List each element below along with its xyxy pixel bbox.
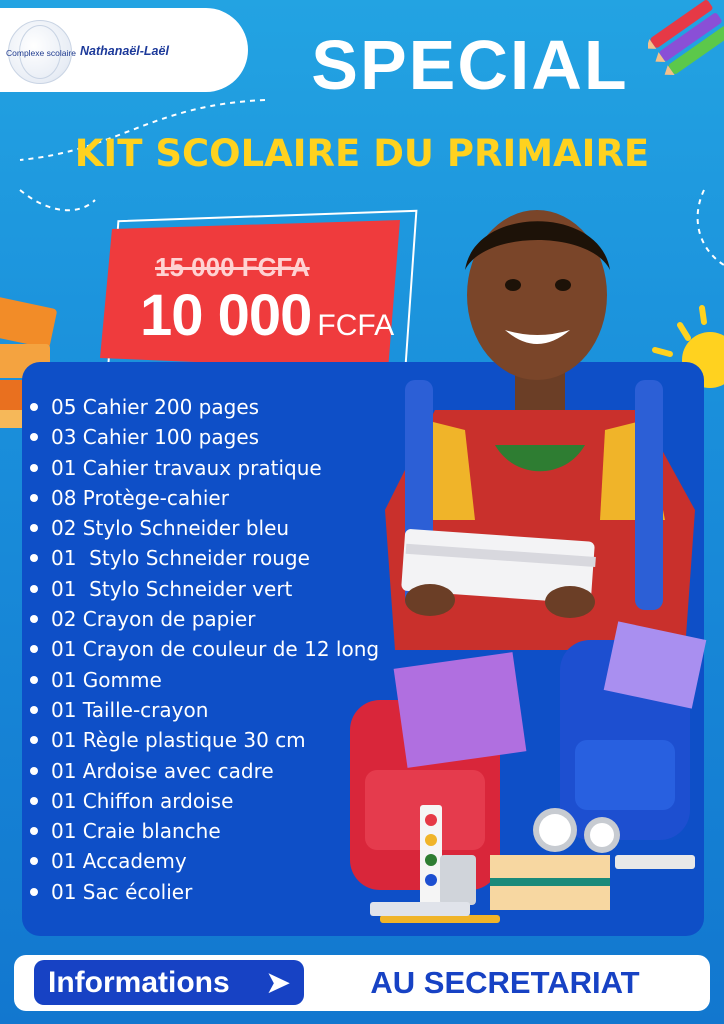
list-item: 02 Stylo Schneider bleu — [30, 513, 379, 543]
list-item: 01 Taille-crayon — [30, 695, 379, 725]
logo-subtitle: Complexe scolaire — [6, 48, 76, 58]
secretariat-location: AU SECRETARIAT — [370, 965, 640, 1000]
list-item: 05 Cahier 200 pages — [30, 392, 379, 422]
page-subtitle: KIT SCOLAIRE DU PRIMAIRE — [74, 132, 650, 175]
list-item: 01 Sac écolier — [30, 877, 379, 907]
list-item: 01 Règle plastique 30 cm — [30, 725, 379, 755]
school-supplies-photo — [340, 620, 715, 940]
informations-button[interactable] — [34, 960, 304, 1005]
list-item: 01 Cahier travaux pratique — [30, 453, 379, 483]
play-arrow-icon: ➤ — [266, 967, 290, 998]
list-item: 01 Ardoise avec cadre — [30, 756, 379, 786]
informations-label: Informations — [48, 966, 230, 999]
list-item: 01 Craie blanche — [30, 816, 379, 846]
new-price-currency: FCFA — [317, 309, 395, 342]
list-item: 01 Crayon de couleur de 12 long — [30, 634, 379, 664]
list-item: 08 Protège-cahier — [30, 483, 379, 513]
old-price: 15 000 FCFA — [155, 252, 310, 282]
page-title: SPECIAL — [311, 26, 629, 104]
list-item: 01 Chiffon ardoise — [30, 786, 379, 816]
list-item: 01 Gomme — [30, 665, 379, 695]
new-price-amount: 10 000 — [140, 283, 312, 348]
list-item: 01 Accademy — [30, 846, 379, 876]
logo-name: Nathanaël-Laël — [80, 44, 169, 58]
list-item: 03 Cahier 100 pages — [30, 422, 379, 452]
kit-item-list — [30, 392, 379, 907]
new-price — [140, 282, 394, 349]
list-item: 01 Stylo Schneider vert — [30, 574, 379, 604]
list-item: 01 Stylo Schneider rouge — [30, 543, 379, 573]
list-item: 02 Crayon de papier — [30, 604, 379, 634]
